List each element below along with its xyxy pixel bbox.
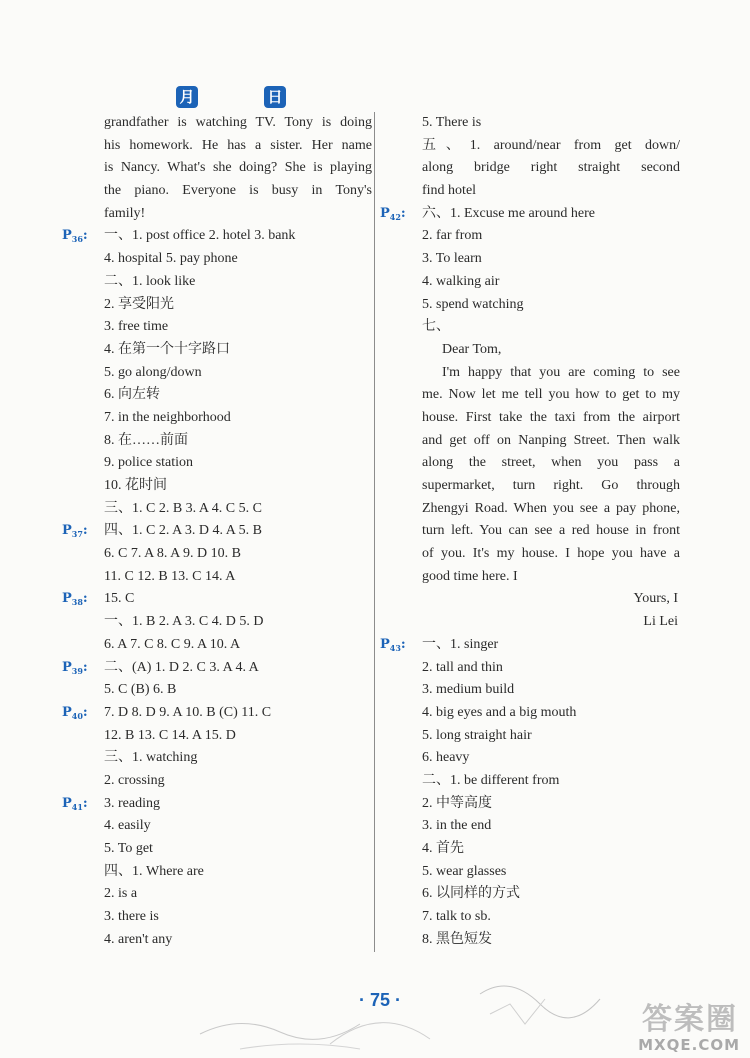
answer-line — [62, 793, 372, 816]
answer-text: me. Now let me tell you how to get to my — [422, 387, 680, 403]
answer-text: Li Lei — [643, 614, 678, 630]
answer-line — [380, 611, 680, 634]
answer-line — [62, 770, 372, 793]
answer-text: 3. To learn — [422, 251, 482, 267]
answer-text: 8. 黑色短发 — [422, 931, 492, 947]
answer-text: 七、 — [422, 319, 450, 335]
answer-line — [380, 384, 680, 407]
answer-text: 二、(A) 1. D 2. C 3. A 4. A — [104, 659, 259, 675]
answer-line — [62, 339, 372, 362]
answer-line — [62, 135, 372, 158]
answer-text: 12. B 13. C 14. A 15. D — [104, 727, 236, 743]
answer-text: Dear Tom, — [442, 341, 502, 357]
answer-line — [62, 634, 372, 657]
answer-line — [380, 702, 680, 725]
answer-line — [380, 520, 680, 543]
answer-text: of you. It's my house. I hope you have a — [422, 546, 680, 562]
answer-text: 5. long straight hair — [422, 727, 532, 743]
answer-line — [380, 747, 680, 770]
page-ref-label: $P_{42}$: — [380, 205, 406, 222]
answer-text: 7. talk to sb. — [422, 909, 491, 925]
answer-line — [380, 725, 680, 748]
answer-line — [62, 180, 372, 203]
answer-line — [62, 747, 372, 770]
answer-line — [380, 679, 680, 702]
page-ref-label: $P_{36}$: — [62, 228, 88, 245]
answer-text: 6. 向左转 — [104, 387, 160, 403]
answer-line — [380, 838, 680, 861]
answer-line — [380, 294, 680, 317]
answer-text: 7. D 8. D 9. A 10. B (C) 11. C — [104, 704, 272, 720]
answer-line — [62, 316, 372, 339]
answer-text: 8. 在……前面 — [104, 432, 188, 448]
answer-line — [62, 929, 372, 952]
answer-line — [380, 634, 680, 657]
answer-text: turn left. You can see a red house in front — [422, 523, 680, 539]
answer-line — [380, 475, 680, 498]
page-ref-label: $P_{43}$: — [380, 636, 406, 653]
answer-line — [380, 906, 680, 929]
answer-line — [62, 225, 372, 248]
answer-line — [62, 679, 372, 702]
answer-line — [62, 588, 372, 611]
answer-line — [62, 294, 372, 317]
answer-line — [62, 452, 372, 475]
answer-text: 五、1. around/near from get down/ — [422, 137, 680, 153]
answer-text: 三、1. watching — [104, 750, 198, 766]
answer-line — [62, 861, 372, 884]
page-ref-label: $P_{40}$: — [62, 704, 88, 721]
answer-text: 5. To get — [104, 841, 153, 856]
answer-text: family! — [104, 205, 146, 221]
answer-text: 2. far from — [422, 228, 483, 244]
answer-text: Yours, I — [633, 591, 678, 607]
answer-text: 15. C — [104, 591, 135, 607]
answer-line — [62, 407, 372, 430]
answer-text: 二、1. look like — [104, 273, 196, 289]
answer-line — [62, 543, 372, 566]
answer-text: 5. go along/down — [104, 364, 202, 380]
page-ref-label: $P_{37}$: — [62, 523, 88, 540]
answer-line — [62, 838, 372, 861]
answer-line — [380, 929, 680, 952]
answer-text: 3. there is — [104, 909, 159, 925]
right-answer-column — [380, 112, 680, 951]
answer-text: house. First take the taxi from the airport — [422, 409, 680, 425]
answer-text: 4. aren't any — [104, 931, 173, 947]
answer-text: 四、1. C 2. A 3. D 4. A 5. B — [104, 523, 262, 539]
answer-line — [380, 248, 680, 271]
answer-line — [380, 112, 680, 135]
page-ref-label: $P_{39}$: — [62, 659, 88, 676]
answer-text: 一、1. B 2. A 3. C 4. D 5. D — [104, 614, 264, 630]
answer-line — [380, 203, 680, 226]
answer-text: 5. C (B) 6. B — [104, 682, 177, 698]
answer-line — [380, 339, 680, 362]
answer-text: 10. 花时间 — [104, 478, 167, 493]
answer-line — [62, 725, 372, 748]
answer-text: 4. walking air — [422, 273, 500, 289]
answer-line — [62, 906, 372, 929]
answer-text: and get off on Nanping Street. Then walk — [422, 432, 680, 448]
answer-line — [62, 157, 372, 180]
answer-line — [380, 271, 680, 294]
answer-text: 2. tall and thin — [422, 659, 503, 675]
answer-line — [380, 180, 680, 203]
page-ref-label: $P_{41}$: — [62, 795, 88, 812]
answer-text: good time here. I — [422, 568, 518, 584]
answer-text: 9. police station — [104, 455, 194, 471]
answer-text: along bridge right straight second — [422, 160, 680, 176]
left-answer-column — [62, 112, 372, 951]
answer-text: grandfather is watching TV. Tony is doing — [104, 115, 372, 130]
answer-text: 11. C 12. B 13. C 14. A — [104, 568, 236, 584]
answer-line — [62, 248, 372, 271]
answer-text: supermarket, turn right. Go through — [422, 478, 680, 493]
answer-line — [62, 271, 372, 294]
answer-line — [380, 883, 680, 906]
answer-text: 7. in the neighborhood — [104, 409, 231, 425]
answer-text: Zhengyi Road. When you see a pay phone, — [422, 500, 680, 516]
watermark-bottom: MXQE.COM — [638, 1036, 740, 1054]
answer-line — [62, 657, 372, 680]
answer-line — [380, 793, 680, 816]
answer-text: 4. easily — [104, 818, 151, 834]
answer-text: 六、1. Excuse me around here — [422, 205, 595, 221]
answer-line — [380, 452, 680, 475]
answer-text: the piano. Everyone is busy in Tony's — [104, 183, 372, 199]
month-label: 月 — [176, 86, 198, 108]
answer-line — [62, 384, 372, 407]
answer-text: 一、1. singer — [422, 636, 499, 652]
answer-text: 一、1. post office 2. hotel 3. bank — [104, 228, 296, 244]
answer-line — [62, 815, 372, 838]
answer-line — [380, 362, 680, 385]
answer-text: 2. is a — [104, 886, 138, 902]
answer-text: 6. C 7. A 8. A 9. D 10. B — [104, 546, 241, 562]
answer-line — [380, 407, 680, 430]
answer-line — [62, 362, 372, 385]
answer-text: 5. wear glasses — [422, 863, 507, 879]
answer-text: is Nancy. What's she doing? She is playing — [104, 160, 372, 176]
answer-line — [380, 566, 680, 589]
answer-text: 3. reading — [104, 795, 160, 811]
answer-line — [380, 657, 680, 680]
answer-line — [62, 883, 372, 906]
answer-text: 4. big eyes and a big mouth — [422, 704, 577, 720]
answer-text: 5. spend watching — [422, 296, 524, 312]
answer-line — [62, 112, 372, 135]
answer-line — [380, 157, 680, 180]
answer-line — [380, 543, 680, 566]
answer-line — [62, 430, 372, 453]
answer-text: 2. crossing — [104, 772, 165, 788]
page-number: · 75 · — [358, 990, 401, 1010]
answer-line — [380, 861, 680, 884]
answer-line — [62, 498, 372, 521]
day-label: 日 — [264, 86, 286, 108]
answer-text: along the street, when you pass a — [422, 455, 680, 471]
answer-line — [380, 135, 680, 158]
answer-line — [380, 498, 680, 521]
answer-text: 2. 享受阳光 — [104, 296, 174, 312]
answer-text: 5. There is — [422, 115, 482, 130]
answer-line — [62, 475, 372, 498]
column-divider — [374, 112, 375, 952]
answer-text: 4. hospital 5. pay phone — [104, 251, 238, 267]
answer-text: 3. in the end — [422, 818, 492, 834]
answer-text: his homework. He has a sister. Her name — [104, 137, 372, 153]
answer-text: 四、1. Where are — [104, 863, 204, 879]
answer-text: 3. medium build — [422, 682, 515, 698]
answer-line — [380, 316, 680, 339]
answer-line — [380, 588, 680, 611]
answer-line — [380, 815, 680, 838]
answer-text: 3. free time — [104, 319, 169, 335]
watermark-logo — [604, 990, 744, 1054]
answer-line — [380, 225, 680, 248]
watermark-top: 答案圈 — [642, 1002, 738, 1037]
answer-line — [62, 702, 372, 725]
answer-text: 4. 在第一个十字路口 — [104, 341, 230, 357]
answer-text: 6. A 7. C 8. C 9. A 10. A — [104, 636, 241, 652]
answer-text: 二、1. be different from — [422, 772, 560, 788]
answer-line — [62, 520, 372, 543]
answer-line — [62, 203, 372, 226]
answer-text: 三、1. C 2. B 3. A 4. C 5. C — [104, 500, 262, 516]
answer-text: find hotel — [422, 183, 477, 199]
page-ref-label: $P_{38}$: — [62, 591, 88, 608]
answer-text: 2. 中等高度 — [422, 795, 492, 811]
answer-line — [62, 611, 372, 634]
answer-text: 6. heavy — [422, 750, 470, 766]
answer-line — [380, 770, 680, 793]
answer-text: 4. 首先 — [422, 841, 464, 856]
answer-text: I'm happy that you are coming to see — [442, 364, 680, 380]
answer-line — [62, 566, 372, 589]
answer-text: 6. 以同样的方式 — [422, 886, 520, 902]
date-header — [172, 86, 297, 108]
answer-line — [380, 430, 680, 453]
